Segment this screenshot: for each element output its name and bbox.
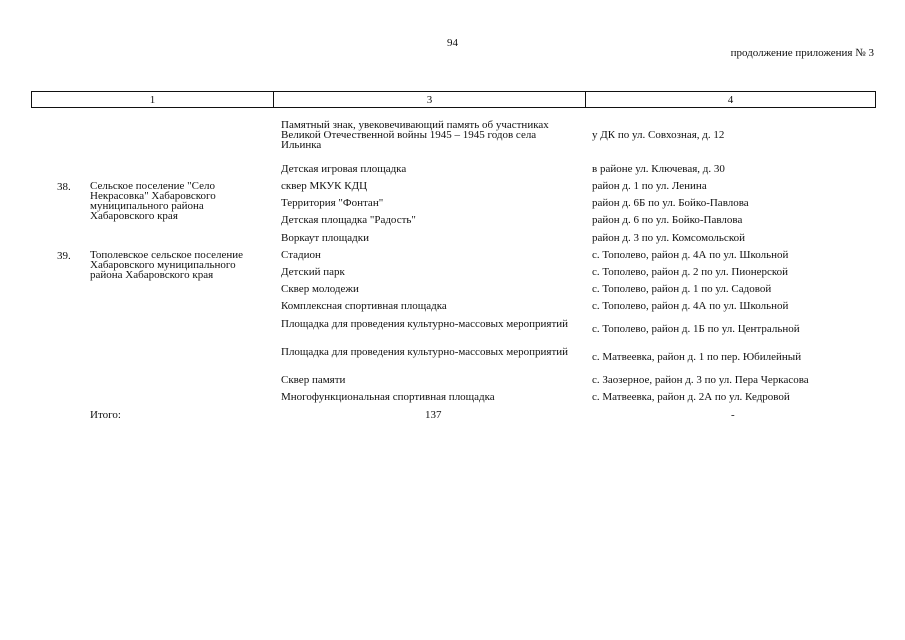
header-col-4: 4	[727, 93, 734, 106]
table-header-row	[31, 91, 876, 108]
object-name: Площадка для проведения культурно-массовых мероприятий	[281, 318, 569, 330]
object-name: Комплексная спортивная площадка	[281, 300, 447, 312]
object-name: Детская игровая площадка	[281, 163, 407, 175]
object-name: сквер МКУК КДЦ	[281, 180, 368, 192]
object-address: с. Заозерное, район д. 3 по ул. Пера Черкасова	[592, 374, 809, 386]
object-name: Воркаут площадки	[281, 232, 369, 244]
settlement-name: Сельское поселение "Село Некрасовка" Хабаровского муниципального района Хабаровского края	[90, 180, 216, 222]
appendix-continuation-note: продолжение приложения № 3	[730, 47, 874, 59]
settlement-name: Тополевское сельское поселение Хабаровского муниципального района Хабаровского края	[90, 249, 243, 281]
total-value: 137	[425, 409, 442, 421]
object-address: район д. 6 по ул. Бойко-Павлова	[592, 214, 743, 226]
object-name: Стадион	[281, 249, 321, 261]
total-label: Итого:	[90, 409, 121, 421]
object-address: с. Тополево, район д. 1 по ул. Садовой	[592, 283, 772, 295]
object-address: у ДК по ул. Совхозная, д. 12	[592, 129, 725, 141]
object-name: Многофункциональная спортивная площадка	[281, 391, 495, 403]
object-name: Площадка для проведения культурно-массовых мероприятий	[281, 346, 569, 358]
object-name: Территория "Фонтан"	[281, 197, 384, 209]
object-address: район д. 1 по ул. Ленина	[592, 180, 707, 192]
object-name: Сквер молодежи	[281, 283, 359, 295]
object-address: с. Матвеевка, район д. 1 по пер. Юбилейный	[592, 351, 802, 363]
object-address: с. Тополево, район д. 4А по ул. Школьной	[592, 249, 789, 261]
object-address: район д. 6Б по ул. Бойко-Павлова	[592, 197, 749, 209]
object-address: в районе ул. Ключевая, д. 30	[592, 163, 725, 175]
header-col-3: 3	[274, 92, 586, 107]
object-address: с. Тополево, район д. 2 по ул. Пионерской	[592, 266, 789, 278]
object-name: Памятный знак, увековечивающий память об участниках Великой Отечественной войны 1945 – 1945 годов села Ильинка	[281, 119, 549, 151]
object-name: Сквер памяти	[281, 374, 346, 386]
row-number: 39.	[57, 250, 71, 262]
object-name: Детский парк	[281, 266, 345, 278]
header-col-1: 1	[32, 92, 274, 107]
total-address: -	[731, 409, 735, 421]
page-number: 94	[447, 37, 458, 49]
object-name: Детская площадка "Радость"	[281, 214, 416, 226]
object-address: с. Матвеевка, район д. 2А по ул. Кедровой	[592, 391, 790, 403]
object-address: с. Тополево, район д. 4А по ул. Школьной	[592, 300, 789, 312]
row-number: 38.	[57, 181, 71, 193]
object-address: с. Тополево, район д. 1Б по ул. Центральной	[592, 323, 800, 335]
object-address: район д. 3 по ул. Комсомольской	[592, 232, 745, 244]
